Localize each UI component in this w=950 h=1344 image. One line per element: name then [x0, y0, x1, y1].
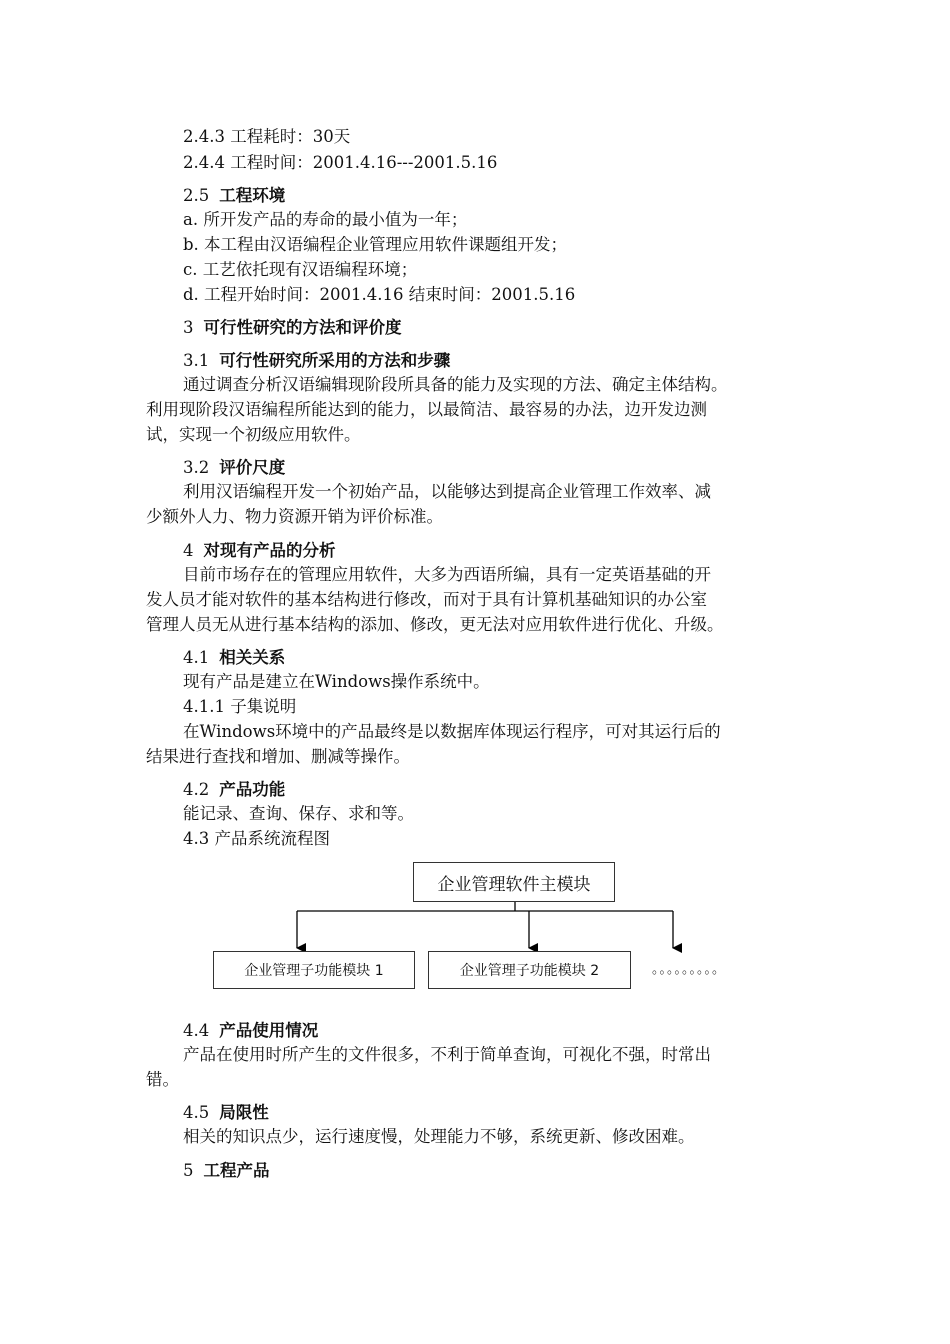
- paragraph-line: 利用汉语编程开发一个初始产品，以能够达到提高企业管理工作效率、减: [183, 482, 711, 501]
- paragraph-line: 现有产品是建立在Windows操作系统中。: [183, 672, 490, 691]
- paragraph-line: 在Windows环境中的产品最终是以数据库体现运行程序，可对其运行后的: [183, 722, 721, 741]
- line-4-3: 4.3 产品系统流程图: [183, 829, 330, 848]
- paragraph-line: 相关的知识点少，运行速度慢，处理能力不够，系统更新、修改困难。: [183, 1127, 695, 1146]
- heading-4-5: [183, 1101, 269, 1125]
- heading-number: 4.1: [183, 648, 210, 667]
- heading-title: 可行性研究所采用的方法和步骤: [219, 351, 451, 370]
- paragraph-line: 目前市场存在的管理应用软件，大多为西语所编，具有一定英语基础的开: [183, 565, 711, 584]
- heading-number: 2.5: [183, 186, 210, 205]
- heading-number: 3: [183, 318, 194, 337]
- heading-title: 相关关系: [219, 648, 286, 667]
- line-4-1-1: 4.1.1 子集说明: [183, 697, 297, 716]
- heading-title: 工程环境: [219, 186, 286, 205]
- heading-title: 产品使用情况: [219, 1021, 319, 1040]
- heading-number: 4.4: [183, 1021, 210, 1040]
- heading-title: 对现有产品的分析: [203, 541, 336, 560]
- heading-title: 评价尺度: [219, 458, 286, 477]
- heading-title: 工程产品: [203, 1161, 270, 1180]
- flow-box-main: 企业管理软件主模块: [413, 862, 615, 902]
- paragraph-line: 试，实现一个初级应用软件。: [146, 425, 361, 444]
- paragraph-line: 少额外人力、物力资源开销为评价标准。: [146, 507, 443, 526]
- heading-number: 4.2: [183, 780, 210, 799]
- line-2-4-4: 2.4.4 工程时间：2001.4.16---2001.5.16: [183, 153, 498, 172]
- heading-number: 3.1: [183, 351, 210, 370]
- paragraph-line: 利用现阶段汉语编程所能达到的能力，以最简洁、最容易的办法，边开发边测: [146, 400, 707, 419]
- line-2-4-3: 2.4.3 工程耗时：30天: [183, 127, 351, 146]
- flow-more-ellipsis: 。。。。。。。。。: [652, 962, 727, 977]
- heading-number: 4.5: [183, 1103, 210, 1122]
- heading-title: 局限性: [219, 1103, 269, 1122]
- paragraph-line: 产品在使用时所产生的文件很多，不利于简单查询，可视化不强，时常出: [183, 1045, 711, 1064]
- heading-number: 4: [183, 541, 194, 560]
- heading-title: 产品功能: [219, 780, 286, 799]
- paragraph-line: 管理人员无从进行基本结构的添加、修改，更无法对应用软件进行优化、升级。: [146, 615, 724, 634]
- list-item-d: d. 工程开始时间：2001.4.16 结束时间：2001.5.16: [183, 285, 576, 304]
- heading-5: [183, 1159, 270, 1183]
- paragraph-line: 通过调查分析汉语编辑现阶段所具备的能力及实现的方法、确定主体结构。: [183, 375, 728, 394]
- flow-box-sub2: 企业管理子功能模块 2: [428, 951, 631, 989]
- list-item-b: b. 本工程由汉语编程企业管理应用软件课题组开发；: [183, 235, 568, 254]
- paragraph-line: 能记录、查询、保存、求和等。: [183, 804, 414, 823]
- paragraph-line: 错。: [146, 1070, 179, 1089]
- heading-title: 可行性研究的方法和评价度: [203, 318, 402, 337]
- flow-box-sub1: 企业管理子功能模块 1: [213, 951, 415, 989]
- list-item-a: a. 所开发产品的寿命的最小值为一年；: [183, 210, 468, 229]
- paragraph-line: 发人员才能对软件的基本结构进行修改，而对于具有计算机基础知识的办公室: [146, 590, 707, 609]
- paragraph-line: 结果进行查找和增加、删减等操作。: [146, 747, 410, 766]
- heading-number: 3.2: [183, 458, 210, 477]
- list-item-c: c. 工艺依托现有汉语编程环境；: [183, 260, 418, 279]
- heading-4-4: [183, 1019, 318, 1043]
- heading-number: 5: [183, 1161, 194, 1180]
